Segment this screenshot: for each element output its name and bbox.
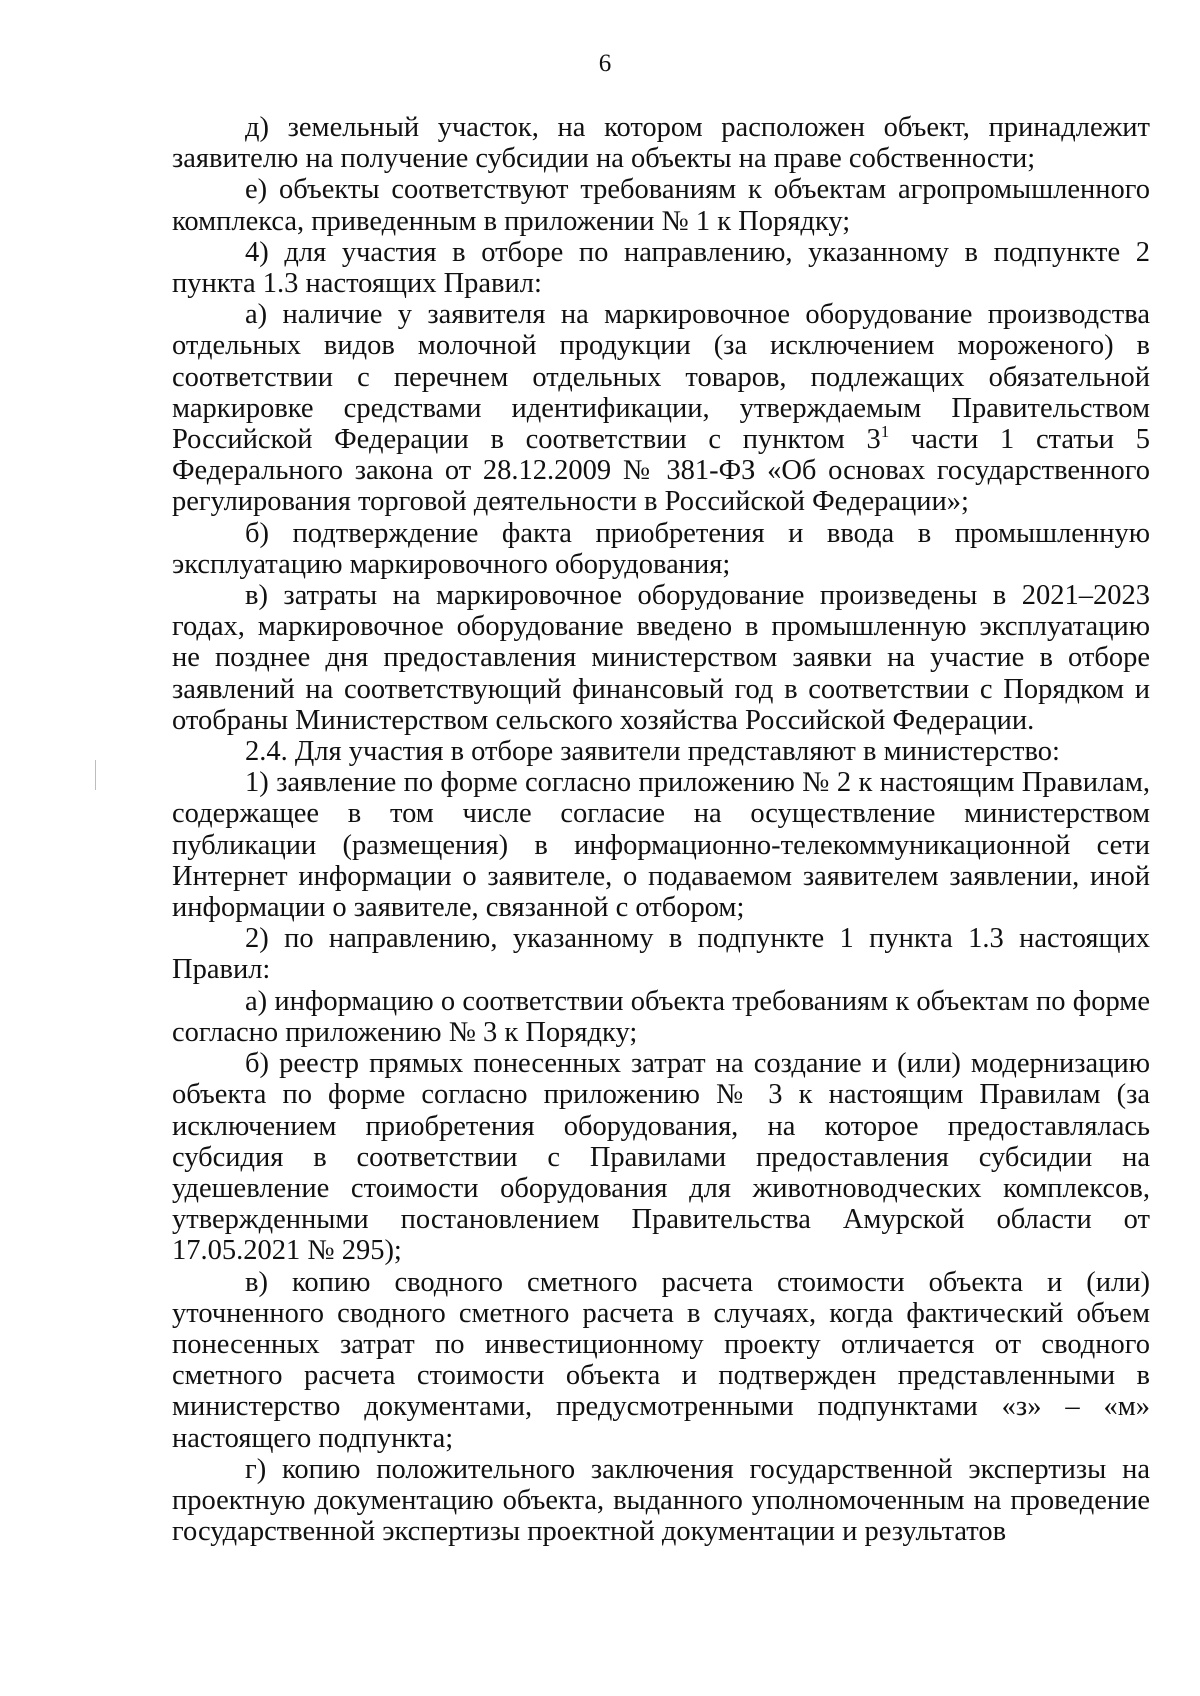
paragraph-1-application-form: 1) заявление по форме согласно приложению № 2 к настоящим Правилам, содержащее в том числе согласие на осуществление министерством публикации (размещения) в информационно-телекоммуникационной сети Интернет информации о заявителе, о подаваемом заявителем заявлении, иной информации о заявителе, связанной с отбором; (172, 767, 1150, 924)
paragraph-d-land-plot: д) земельный участок, на котором расположен объект, принадлежит заявителю на получение субсидии на объекты на праве собственности; (172, 112, 1150, 175)
paragraph-b-acquisition-confirmation: б) подтверждение факта приобретения и ввода в промышленную эксплуатацию маркировочного оборудования; (172, 517, 1150, 580)
page-number: 6 (598, 50, 612, 77)
paragraph-b-cost-registry: б) реестр прямых понесенных затрат на создание и (или) модернизацию объекта по форме согласно приложению № 3 к настоящим Правилам (за исключением приобретения оборудования, на которое предоставлялась субсидия в соответствии с Правилами предоставления субсидии на удешевление стоимости оборудования для животноводческих комплексов, утвержденными постановлением Правительства Амурской области от 17.05.2021 № 295); (172, 1048, 1150, 1267)
paragraph-g-expertise-copy: г) копию положительного заключения государственной экспертизы на проектную документацию объекта, выданного уполномоченным на проведение государственной экспертизы проектной документации и результатов (172, 1453, 1150, 1548)
paragraph-v-estimate-copy: в) копию сводного сметного расчета стоимости объекта и (или) уточненного сводного сметного расчета в случаях, когда фактический объем понесенных затрат по инвестиционному проекту отличается от сводного сметного расчета стоимости объекта и подтвержден представленными в министерство документами, предусмотренными подпунктами «з» – «м» настоящего подпункта; (172, 1266, 1150, 1454)
paragraph-4-selection-direction-2: 4) для участия в отборе по направлению, указанному в подпункте 2 пункта 1.3 настоящих Правил: (172, 236, 1150, 300)
paragraph-e-objects-requirements: е) объекты соответствуют требованиям к объектам агропромышленного комплекса, приведенным в приложении № 1 к Порядку; (172, 174, 1150, 237)
paragraph-a-text-after: части 1 статьи 5 Федерального закона от 28.12.2009 № 381-ФЗ «Об основах государственного регулирования торговой деятельности в Российской Федерации»; (172, 424, 1150, 518)
paragraph-a-object-compliance: а) информацию о соответствии объекта требованиям к объектам по форме согласно приложению № 3 к Порядку; (172, 985, 1150, 1048)
paragraph-2-selection-direction-1: 2) по направлению, указанному в подпункте 1 пункта 1.3 настоящих Правил: (172, 923, 1150, 986)
paragraph-a-text-before: а) наличие у заявителя на маркировочное оборудование производства отдельных видов молочной продукции (за исключением мороженого) в соответствии с перечнем отдельных товаров, подлежащих обязательной маркировке средствами идентификации, утверждаемым Правительством Российской Федерации в соответствии с пунктом 3 (172, 299, 1150, 456)
paragraph-v-marking-costs: в) затраты на маркировочное оборудование произведены в 2021–2023 годах, маркировочное оборудование введено в промышленную эксплуатацию не позднее дня предоставления министерством заявки на участие в отборе заявлений на соответствующий финансовый год в соответствии с Порядком и отобраны Министерством сельского хозяйства Российской Федерации. (172, 580, 1150, 736)
paragraph-2-4-heading: 2.4. Для участия в отборе заявители представляют в министерство: (245, 736, 1060, 768)
paragraph-a-marking-equipment (172, 299, 1150, 517)
document-body (172, 112, 1150, 1547)
paragraph-a-superscript: 1 (880, 422, 890, 442)
scan-margin-mark (95, 760, 96, 790)
